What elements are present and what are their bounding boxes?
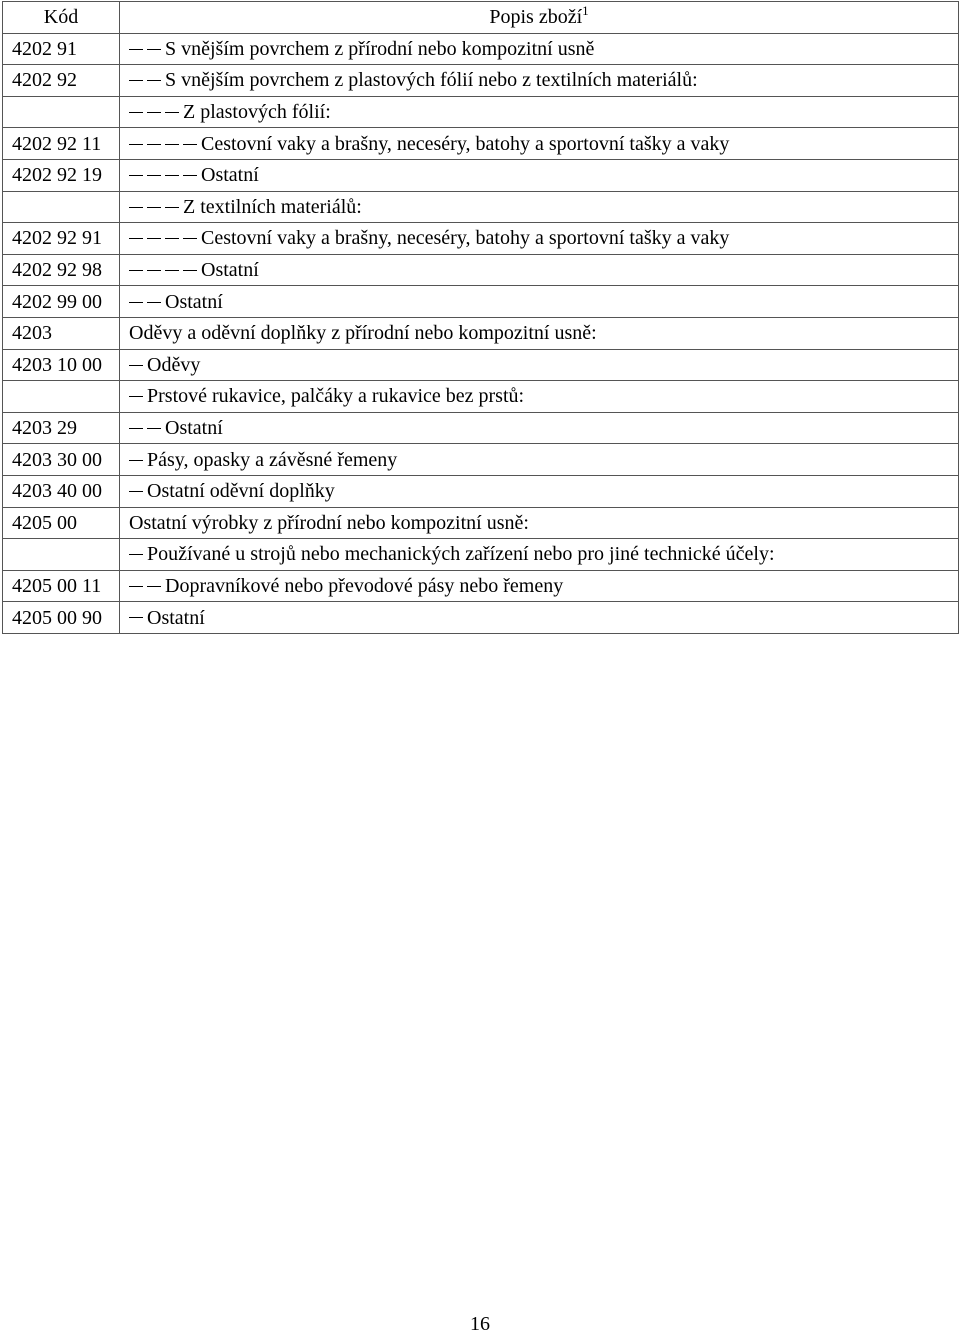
column-header-code: Kód [3, 2, 120, 34]
indent-dash [147, 80, 161, 81]
row-code: 4202 99 00 [3, 286, 120, 318]
table-row [3, 602, 959, 634]
row-description-text: Oděvy [147, 353, 201, 376]
row-code: 4202 91 [3, 33, 120, 65]
row-description-text: Ostatní [201, 259, 259, 282]
row-description [120, 412, 959, 444]
row-code: 4202 92 [3, 65, 120, 97]
indent-dashes [129, 417, 165, 439]
row-description-text: Cestovní vaky a brašny, neceséry, batohy a sportovní tašky a vaky [201, 227, 730, 250]
row-code: 4205 00 11 [3, 570, 120, 602]
row-code: 4203 29 [3, 412, 120, 444]
row-description-text: Prstové rukavice, palčáky a rukavice bez prstů: [147, 385, 525, 408]
indent-dashes [129, 133, 201, 155]
indent-dash [129, 112, 143, 113]
table-row [3, 349, 959, 381]
row-description-text: Z textilních materiálů: [183, 195, 362, 218]
table-row [3, 507, 959, 539]
row-description-text: Používané u strojů nebo mechanických zařízení nebo pro jiné technické účely: [147, 543, 775, 566]
indent-dash [129, 207, 143, 208]
row-code [3, 96, 120, 128]
indent-dash [165, 238, 179, 239]
footnote-marker: 1 [582, 3, 589, 19]
row-description-text: Ostatní oděvní doplňky [147, 480, 335, 503]
row-code: 4203 10 00 [3, 349, 120, 381]
row-code: 4203 40 00 [3, 475, 120, 507]
row-code: 4202 92 98 [3, 254, 120, 286]
indent-dash [129, 49, 143, 50]
indent-dash [165, 207, 179, 208]
table-row [3, 412, 959, 444]
row-code: 4205 00 90 [3, 602, 120, 634]
table-row [3, 539, 959, 571]
indent-dash [183, 144, 197, 145]
indent-dashes [129, 227, 201, 249]
indent-dash [165, 175, 179, 176]
column-header-description-label: Popis zboží [489, 6, 583, 29]
indent-dash [129, 460, 143, 461]
row-description-text: S vnějším povrchem z přírodní nebo kompozitní usně [165, 37, 595, 60]
row-code: 4205 00 [3, 507, 120, 539]
indent-dash [183, 175, 197, 176]
table-row [3, 286, 959, 318]
table-row [3, 33, 959, 65]
table-row [3, 570, 959, 602]
column-header-description [120, 2, 959, 34]
row-description-text: Oděvy a oděvní doplňky z přírodní nebo kompozitní usně: [129, 322, 597, 345]
indent-dashes [129, 543, 147, 565]
indent-dash [147, 586, 161, 587]
indent-dash [129, 491, 143, 492]
row-code: 4202 92 91 [3, 223, 120, 255]
table-row [3, 254, 959, 286]
row-description-text: Cestovní vaky a brašny, neceséry, batohy a sportovní tašky a vaky [201, 132, 730, 155]
indent-dashes [129, 480, 147, 502]
row-description-text: Ostatní [165, 290, 223, 313]
table-row [3, 191, 959, 223]
indent-dash [129, 554, 143, 555]
indent-dash [129, 365, 143, 366]
table-row [3, 159, 959, 191]
indent-dash [129, 238, 143, 239]
indent-dash [183, 270, 197, 271]
row-description-text: Z plastových fólií: [183, 101, 331, 124]
indent-dash [129, 428, 143, 429]
indent-dashes [129, 196, 183, 218]
row-description [120, 539, 959, 571]
indent-dashes [129, 354, 147, 376]
indent-dash [165, 270, 179, 271]
row-description [120, 191, 959, 223]
indent-dashes [129, 607, 147, 629]
indent-dashes [129, 291, 165, 313]
indent-dash [147, 207, 161, 208]
indent-dash [147, 302, 161, 303]
indent-dash [129, 617, 143, 618]
row-description [120, 96, 959, 128]
row-description [120, 381, 959, 413]
row-code [3, 539, 120, 571]
row-description [120, 254, 959, 286]
indent-dash [147, 270, 161, 271]
indent-dash [129, 586, 143, 587]
indent-dash [129, 270, 143, 271]
indent-dashes [129, 575, 165, 597]
indent-dash [129, 302, 143, 303]
row-description-text: Dopravníkové nebo převodové pásy nebo řemeny [165, 574, 564, 597]
indent-dash [129, 144, 143, 145]
indent-dash [129, 396, 143, 397]
table-row [3, 65, 959, 97]
indent-dash [165, 144, 179, 145]
table-row [3, 128, 959, 160]
row-description [120, 286, 959, 318]
row-description [120, 475, 959, 507]
indent-dashes [129, 69, 165, 91]
row-description [120, 33, 959, 65]
table-row [3, 317, 959, 349]
indent-dashes [129, 164, 201, 186]
row-code [3, 381, 120, 413]
row-description [120, 507, 959, 539]
indent-dash [147, 112, 161, 113]
indent-dash [165, 112, 179, 113]
table-header-row [3, 2, 959, 34]
row-code: 4203 [3, 317, 120, 349]
table-row [3, 223, 959, 255]
row-description-text: Pásy, opasky a závěsné řemeny [147, 448, 398, 471]
row-description-text: Ostatní [147, 606, 205, 629]
page-number: 16 [470, 1313, 490, 1335]
row-description [120, 128, 959, 160]
row-description-text: S vnějším povrchem z plastových fólií nebo z textilních materiálů: [165, 69, 698, 92]
indent-dash [147, 175, 161, 176]
indent-dashes [129, 385, 147, 407]
row-description [120, 570, 959, 602]
indent-dash [147, 49, 161, 50]
row-description-text: Ostatní [201, 164, 259, 187]
table-row [3, 475, 959, 507]
indent-dashes [129, 101, 183, 123]
row-description-text: Ostatní výrobky z přírodní nebo kompozitní usně: [129, 511, 529, 534]
row-code: 4203 30 00 [3, 444, 120, 476]
indent-dash [129, 175, 143, 176]
row-description [120, 602, 959, 634]
row-description [120, 317, 959, 349]
row-code: 4202 92 11 [3, 128, 120, 160]
indent-dashes [129, 449, 147, 471]
table-row [3, 381, 959, 413]
indent-dashes [129, 38, 165, 60]
indent-dash [183, 238, 197, 239]
row-description-text: Ostatní [165, 417, 223, 440]
row-code [3, 191, 120, 223]
row-description [120, 444, 959, 476]
table-row [3, 96, 959, 128]
row-description [120, 159, 959, 191]
indent-dash [147, 238, 161, 239]
indent-dashes [129, 259, 201, 281]
table-row [3, 444, 959, 476]
table-body [3, 2, 959, 634]
indent-dash [147, 428, 161, 429]
row-description [120, 65, 959, 97]
row-description [120, 349, 959, 381]
tariff-code-table [2, 1, 959, 634]
indent-dash [147, 144, 161, 145]
row-description [120, 223, 959, 255]
indent-dash [129, 80, 143, 81]
row-code: 4202 92 19 [3, 159, 120, 191]
